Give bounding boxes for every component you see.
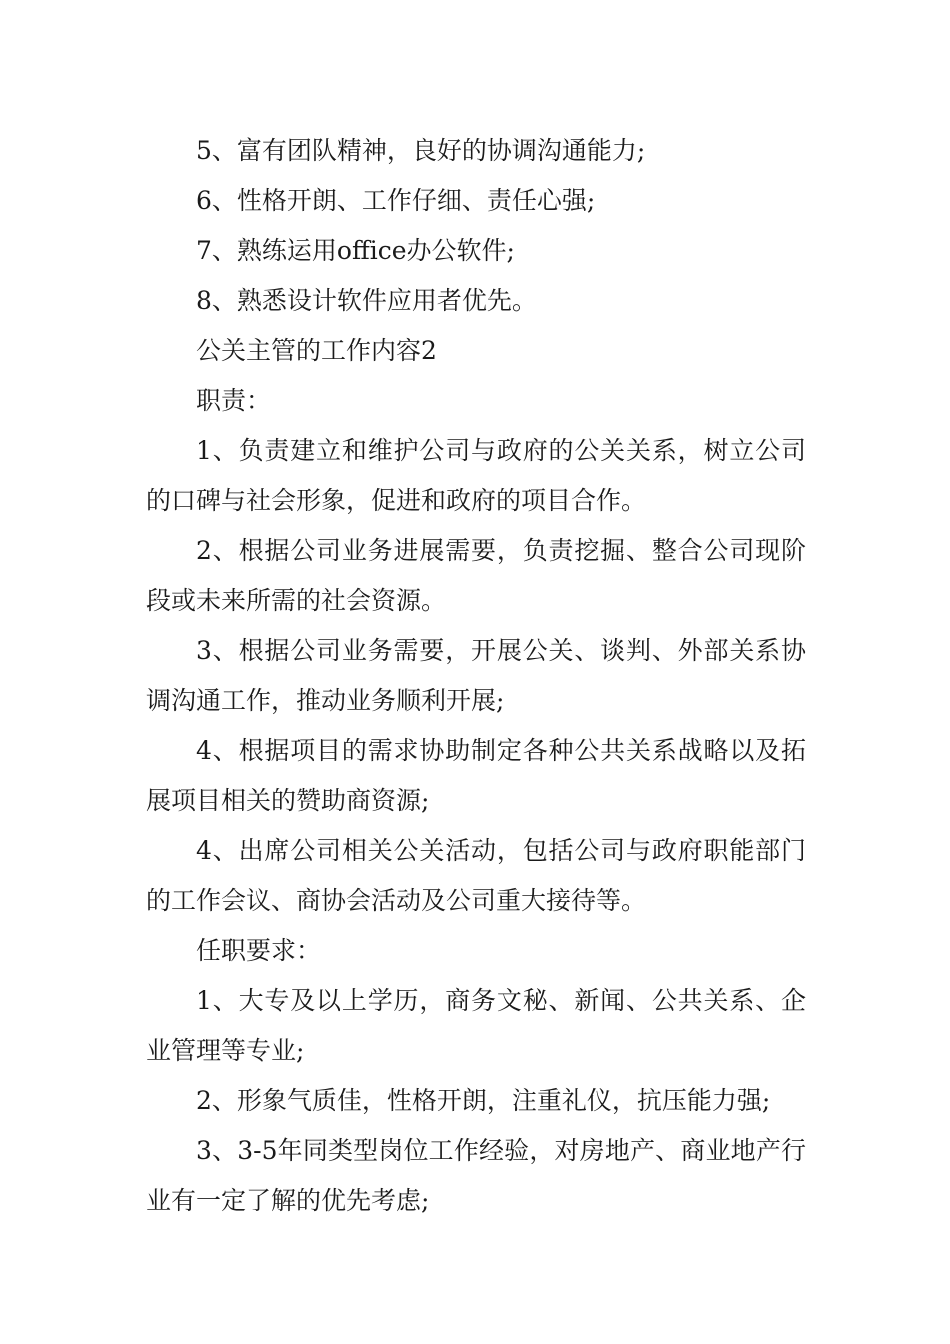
duty-item-3: 3、根据公司业务需要，开展公关、谈判、外部关系协调沟通工作，推动业务顺利开展; [146, 636, 806, 715]
section-heading: 公关主管的工作内容2 [196, 336, 437, 365]
requirement-item-3: 3、3-5年同类型岗位工作经验，对房地产、商业地产行业有一定了解的优先考虑; [146, 1136, 806, 1215]
requirement-item-1: 1、大专及以上学历，商务文秘、新闻、公共关系、企业管理等专业; [146, 986, 806, 1065]
duties-heading: 职责： [196, 386, 272, 415]
duty-item-1: 1、负责建立和维护公司与政府的公关关系，树立公司的口碑与社会形象，促进和政府的项目合作。 [146, 436, 806, 515]
requirements-heading: 任职要求： [196, 936, 322, 965]
duty-item-4b: 4、出席公司相关公关活动，包括公司与政府职能部门的工作会议、商协会活动及公司重大接待等。 [146, 836, 806, 915]
duty-item-4a: 4、根据项目的需求协助制定各种公共关系战略以及拓展项目相关的赞助商资源; [146, 736, 806, 815]
requirement-item-6: 6、性格开朗、工作仔细、责任心强; [196, 186, 596, 215]
requirement-item-2: 2、形象气质佳，性格开朗，注重礼仪，抗压能力强; [196, 1086, 771, 1115]
requirement-item-8: 8、熟悉设计软件应用者优先。 [196, 286, 537, 315]
duty-item-2: 2、根据公司业务进展需要，负责挖掘、整合公司现阶段或未来所需的社会资源。 [146, 536, 806, 615]
document-body [146, 126, 806, 1226]
requirement-item-7: 7、熟练运用office办公软件; [196, 236, 515, 265]
requirement-item-5: 5、富有团队精神，良好的协调沟通能力; [196, 136, 646, 165]
